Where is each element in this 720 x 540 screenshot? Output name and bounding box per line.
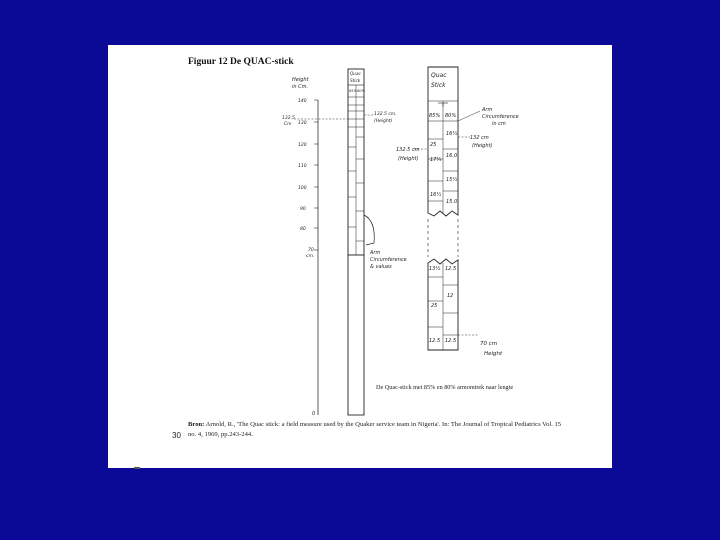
right-stick-header: Quac xyxy=(431,72,447,79)
bottom-height-note: 70 cm xyxy=(480,341,498,347)
right-value: 12 xyxy=(447,293,454,299)
right-height-note: 132 cm xyxy=(470,135,489,141)
source-citation xyxy=(188,420,568,439)
height-label: Height xyxy=(292,77,309,83)
right-arm-note: Arm xyxy=(482,107,493,113)
scale-label: 80 xyxy=(300,227,306,232)
scale-label: 70 xyxy=(308,248,314,253)
right-value: 13½ xyxy=(429,266,441,272)
document-sheet xyxy=(108,45,612,468)
page-mark xyxy=(134,467,140,469)
figure-title: Figuur 12 De QUAC-stick xyxy=(188,57,294,67)
right-top-value: 85% xyxy=(429,113,441,119)
bottom-height-note: Height xyxy=(484,351,503,357)
right-value: 16½ xyxy=(430,192,442,198)
right-value: 17¼ xyxy=(430,157,442,163)
right-top-value: 80% xyxy=(445,113,457,119)
scale-label: 140 xyxy=(298,99,307,104)
right-stick-header: Stick xyxy=(431,82,446,89)
right-value: 12.5 xyxy=(445,266,457,272)
left-stick-header: Quac xyxy=(350,71,361,76)
right-value: 12.5 xyxy=(445,338,457,344)
right-value: 16.0 xyxy=(446,153,458,159)
scale-label: 100 xyxy=(298,186,307,191)
quac-stick-figure xyxy=(108,45,612,468)
base-label-unit: cm. xyxy=(306,254,315,259)
marker-right-value: 132.5 cm. xyxy=(374,112,397,117)
scale-label: 90 xyxy=(300,207,306,212)
scale-label: 130 xyxy=(298,121,307,126)
source-label: Bron: xyxy=(188,421,205,428)
right-value: 16½ xyxy=(446,131,458,137)
left-height-note: 132.5 cm xyxy=(396,147,420,153)
right-value: 12.5 xyxy=(429,338,441,344)
right-height-note: (Height) xyxy=(472,143,493,149)
right-stick xyxy=(396,67,519,357)
figure-caption: De Quac-stick met 85% en 80% armomtrek naar lengte xyxy=(376,384,514,391)
marker-left-value: 132.5 xyxy=(282,116,295,121)
arm-note: & values xyxy=(370,264,392,270)
scale-label: 0 xyxy=(312,411,316,417)
left-height-note: (Height) xyxy=(398,156,419,162)
left-top-value: 85% xyxy=(349,89,357,93)
left-top-value: 80% xyxy=(357,89,365,93)
marker-right-unit: (Height) xyxy=(374,119,393,124)
marker-left-unit: Cm xyxy=(284,122,292,127)
right-value: 15.0 xyxy=(446,199,458,205)
right-value: 25 xyxy=(431,303,438,309)
right-arm-note: in cm xyxy=(492,121,506,127)
right-arm-note: Circumference xyxy=(482,114,519,120)
scale-label: 110 xyxy=(298,164,307,169)
arm-note: Arm xyxy=(370,250,381,256)
right-value: 15½ xyxy=(446,177,458,183)
right-value: 25 xyxy=(430,142,437,148)
page-number: 30 xyxy=(172,431,181,440)
left-stick-lower xyxy=(348,255,364,415)
scale-label: 120 xyxy=(298,143,307,148)
height-label-unit: in Cm. xyxy=(292,84,309,90)
left-stick xyxy=(282,69,407,417)
source-text: Arnold, R., 'The Quac stick: a field measure used by the Quaker service team in Nigeria'. In: The Journal of Tropical Pediatrics Vol. 15 no. 4, 1969, pp.243-244. xyxy=(188,421,562,438)
arm-note: Circumference xyxy=(370,257,407,263)
left-stick-header: Stick xyxy=(350,78,361,83)
